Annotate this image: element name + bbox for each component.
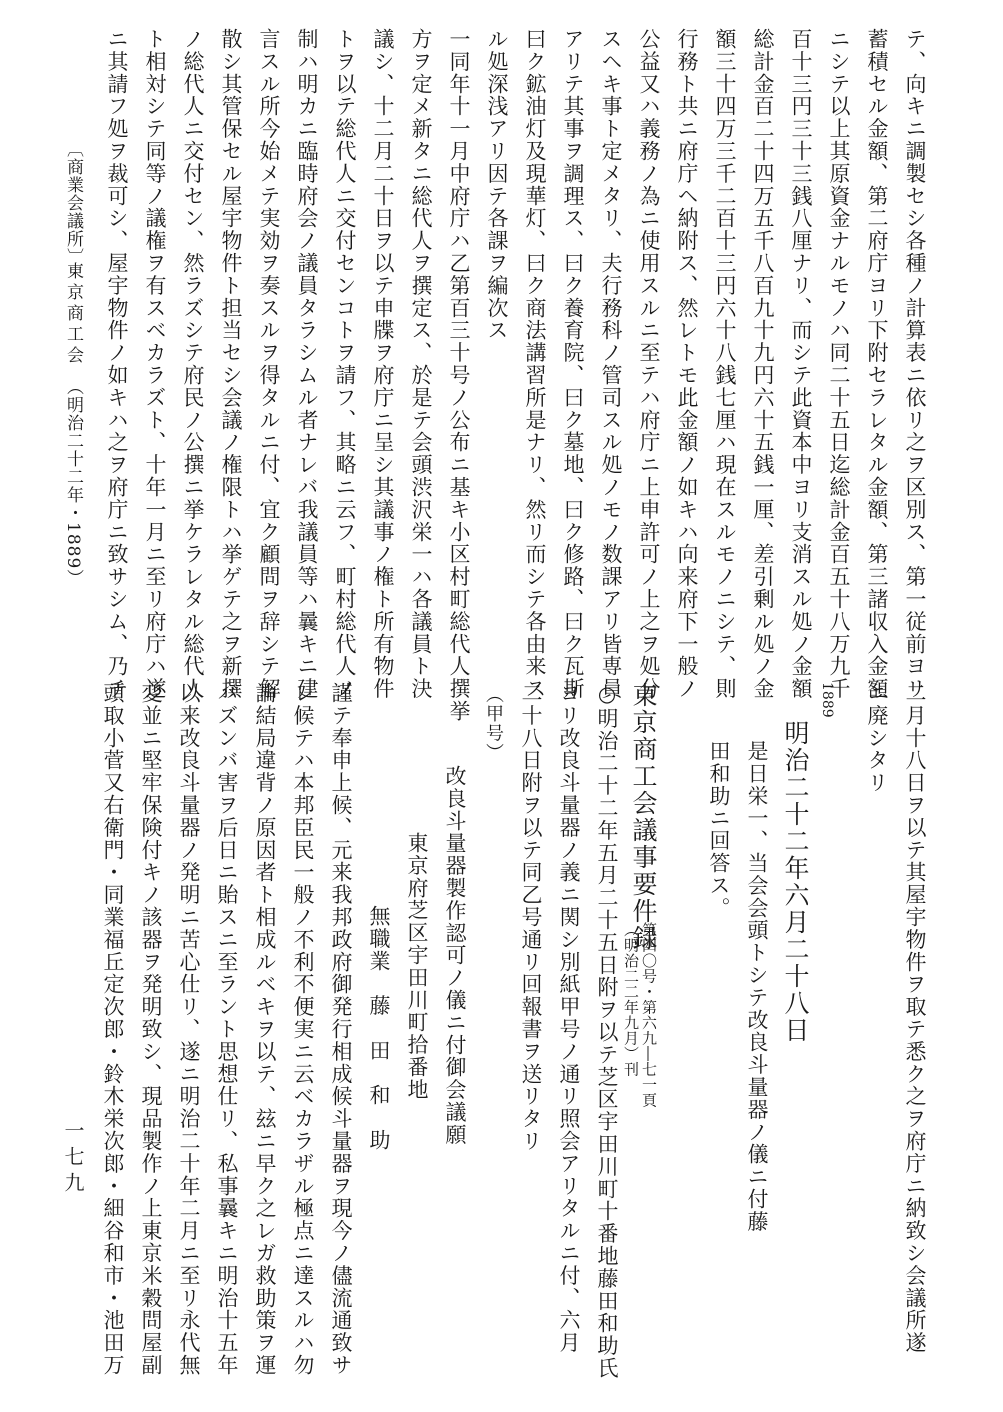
running-footer-year: （明治二十二年・1889）	[63, 378, 83, 588]
source-note-1: 第四〇号・第六九―七一頁	[640, 922, 658, 1108]
running-footer-publisher: 東京商工会	[63, 262, 83, 367]
lower-col-17: バズンバ害ヲ后日ニ貽スニ至ラント思想仕リ、私事曩キニ明治十五年	[215, 682, 239, 1377]
lower-col-16: 論結局違背ノ原因者ト相成ルベキヲ以テ、玆ニ早ク之レガ救助策ヲ運	[253, 682, 277, 1377]
upper-col-18: 言スル所今始メテ実効ヲ奏スルヲ得タルニ付、宜ク顧問ヲ辞シテ解	[257, 28, 281, 700]
lower-col-15: レ候テハ本邦臣民一般ノ不利不便実ニ云ベカラザル極点ニ達スルハ勿	[291, 682, 315, 1377]
upper-col-22: ニ其請フ処ヲ裁可シ、屋宇物件ノ如キハ之ヲ府庁ニ致サシム、乃チ	[105, 28, 129, 700]
lower-col-19: 変並ニ堅牢保険付キノ該器ヲ発明致シ、現品製作ノ上東京米穀問屋副	[139, 682, 163, 1377]
upper-col-11: 曰ク鉱油灯及現華灯、曰ク商法講習所是ナリ、然リ而シテ各由来ス	[523, 28, 547, 700]
petitioner-name: 無職業 藤 田 和 助	[367, 905, 391, 1152]
lower-col-20: 頭取小菅又右衛門・同業福丘定次郎・鈴木栄次郎・細谷和市・池田万	[101, 682, 125, 1377]
upper-col-15: 議シ、十二月二十日ヲ以テ申牒ヲ府庁ニ呈シ其議事ノ権ト所有物件	[371, 28, 395, 700]
lower-col-8: ヨリ改良斗量器ノ義ニ関シ別紙甲号ノ通リ照会アリタルニ付、六月	[557, 682, 581, 1354]
upper-col-12: ル処深浅アリ因テ各課ヲ編次ス	[485, 28, 509, 342]
upper-col-10: アリテ其事ヲ調理ス、曰ク養育院、曰ク墓地、曰ク修路、曰ク瓦斯	[561, 28, 585, 700]
upper-col-16: トヲ以テ総代人ニ交付センコトヲ請フ、其略ニ云フ、町村総代人ノ	[333, 28, 357, 700]
upper-col-7: 行務ト共ニ府庁ヘ納附ス、然レトモ此金額ノ如キハ向来府下一般ノ	[675, 28, 699, 700]
source-note-2: （明治二二年九月）刊	[622, 922, 640, 1077]
running-footer-section: 〔商業会議所〕	[63, 140, 83, 266]
source-title: 東京商工会議事要件録	[629, 682, 658, 952]
lower-col-14: 謹テ奉申上候、元来我邦政府御発行相成候斗量器ヲ現今ノ儘流通致サ	[329, 682, 353, 1377]
upper-col-19: 散シ其管保セル屋宇物件ト担当セシ会議ノ権限トハ挙ゲテ之ヲ新撰	[219, 28, 243, 700]
upper-col-2: 蓄積セル金額、第二府庁ヨリ下附セラレタル金額、第三諸収入金額	[865, 28, 889, 700]
upper-col-5: 総計金百二十四万五千八百九十九円六十五銭一厘、差引剰ル処ノ金	[751, 28, 775, 700]
lower-col-9: 二十八日附ヲ以テ同乙号通リ回報書ヲ送リタリ	[519, 682, 543, 1153]
lower-col-18: 以来改良斗量器ノ発明ニ苦心仕リ、遂ニ明治二十年二月ニ至リ永代無	[177, 682, 201, 1377]
kou-label: （甲号）	[483, 685, 504, 763]
petition-title: 改良斗量器製作認可ノ儀ニ付御会議願	[443, 765, 467, 1146]
upper-col-21: ト相対シテ同等ノ議権ヲ有スベカラズト、十年一月ニ至リ府庁ハ遂	[143, 28, 167, 700]
upper-col-9: スヘキ事ト定メタリ、夫行務科ノ管司スル処ノモノ数課アリ皆専員	[599, 28, 623, 700]
year-marker: 1889	[819, 682, 835, 718]
lower-col-1: 二月十八日ヲ以テ其屋宇物件ヲ取テ悉ク之ヲ府庁ニ納致シ会議所遂	[903, 682, 927, 1354]
entry-summary-line2: 田和助ニ回答ス。	[707, 740, 731, 920]
upper-col-8: 公益又ハ義務ノ為ニ使用スルニ至テハ府庁ニ上申許可ノ上之ヲ処分	[637, 28, 661, 700]
lower-col-7: ○明治二十二年五月二十五日附ヲ以テ芝区宇田川町十番地藤田和助氏	[595, 682, 619, 1380]
upper-col-4: 百十三円三十三銭八厘ナリ、而シテ此資本中ヨリ支消スル処ノ金額	[789, 28, 813, 700]
upper-col-3: ニシテ以上其原資金ナルモノハ同二十五日迄総計金百五十八万九千	[827, 28, 851, 700]
upper-col-14: 方ヲ定メ新タニ総代人ヲ撰定ス、於是テ会頭渋沢栄一ハ各議員ト決	[409, 28, 433, 700]
upper-col-1: テ、向キニ調製セシ各種ノ計算表ニ依リ之ヲ区別ス、第一従前ヨリ	[903, 28, 927, 700]
page-number: 一七九	[61, 1120, 85, 1198]
upper-col-17: 制ハ明カニ臨時府会ノ議員タラシムル者ナレバ我議員等ハ曩キニ建	[295, 28, 319, 700]
date-heading: 明治二十二年六月二十八日	[781, 720, 810, 1044]
upper-col-20: ノ総代人ニ交付セン、然ラズシテ府民ノ公撰ニ挙ケラレタル総代人	[181, 28, 205, 700]
upper-col-13: 一同年十一月中府庁ハ乙第百三十号ノ公布ニ基キ小区村町総代人撰挙	[447, 28, 471, 723]
lower-col-2: ニ廃シタリ	[865, 682, 889, 794]
entry-summary-line1: 是日栄一、当会会頭トシテ改良斗量器ノ儀ニ付藤	[745, 740, 769, 1233]
petitioner-address: 東京府芝区宇田川町拾番地	[405, 832, 429, 1101]
upper-col-6: 額三十四万三千二百十三円六十八銭七厘ハ現在スルモノニシテ、則	[713, 28, 737, 700]
